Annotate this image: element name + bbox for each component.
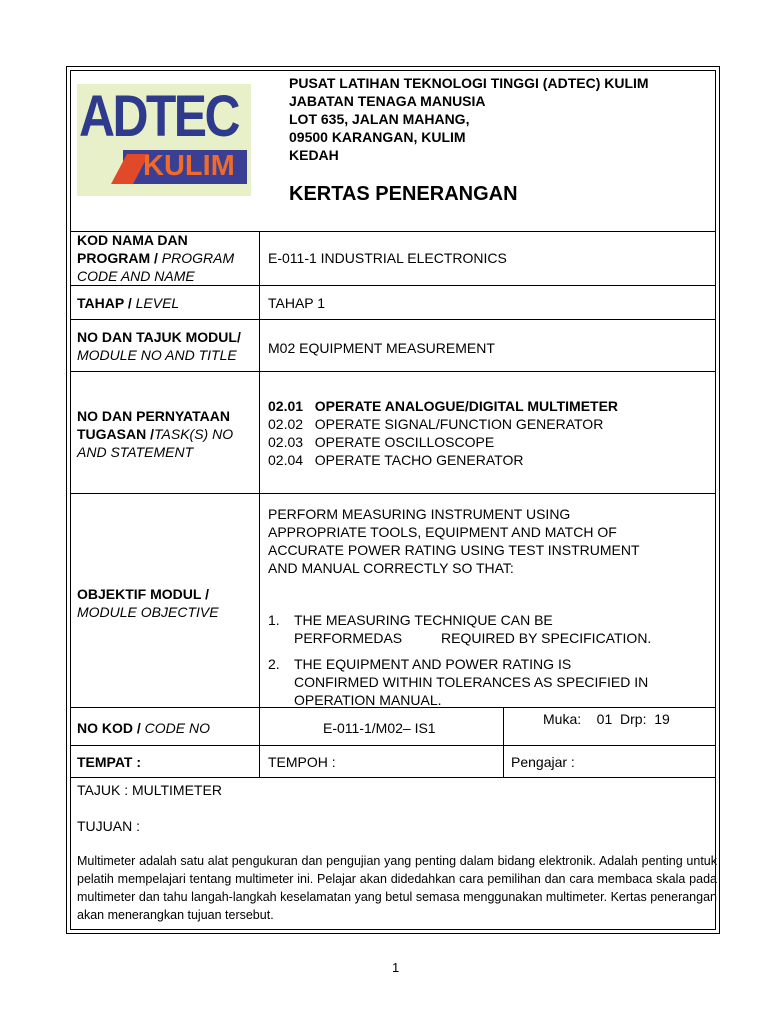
document-table bbox=[70, 70, 716, 930]
module-label: NO DAN TAJUK MODUL/ MODULE NO AND TITLE bbox=[77, 329, 241, 363]
row-divider bbox=[71, 745, 715, 746]
task-item: 02.03 OPERATE OSCILLOSCOPE bbox=[268, 434, 495, 450]
module-value: M02 EQUIPMENT MEASUREMENT bbox=[268, 340, 495, 356]
program-value: E-011-1 INDUSTRIAL ELECTRONICS bbox=[268, 250, 507, 266]
objective-item-1: 1. THE MEASURING TECHNIQUE CAN BE PERFORMEDAS REQUIRED BY SPECIFICATION. bbox=[268, 612, 652, 646]
topic: TAJUK : MULTIMETER bbox=[77, 782, 222, 798]
code-label: NO KOD / CODE NO bbox=[77, 720, 211, 736]
description-paragraph: Multimeter adalah satu alat pengukuran dan pengujian yang penting dalam bidang elektronik. Adalah penting untuk pelatih mempelajari tentang multimeter ini. Pelajar akan didedahkan cara pemilihan dan cara membaca skala pada multimeter dan tahu langah-langkah keselamatan yang betul semasa menggunakan multimeter. Kertas penerangan akan menerangkan tujuan tersebut. bbox=[77, 854, 717, 922]
row-divider bbox=[71, 319, 715, 320]
header-line: KEDAH bbox=[289, 147, 339, 163]
page-number: 1 bbox=[392, 960, 400, 975]
objective-label: OBJEKTIF MODUL / MODULE OBJECTIVE bbox=[77, 586, 219, 620]
program-label: KOD NAMA DAN PROGRAM / PROGRAM CODE AND NAME bbox=[77, 232, 235, 284]
header-line: LOT 635, JALAN MAHANG, bbox=[289, 111, 470, 127]
level-value: TAHAP 1 bbox=[268, 295, 326, 311]
header-line: 09500 KARANGAN, KULIM bbox=[289, 129, 466, 145]
objective-text: PERFORM MEASURING INSTRUMENT USING APPROPRIATE TOOLS, EQUIPMENT AND MATCH OF ACCURATE POWER RATING USING TEST INSTRUMENT AND MANUAL CORRECTLY SO THAT: bbox=[268, 506, 640, 576]
level-label: TAHAP / LEVEL bbox=[77, 295, 180, 311]
row-divider bbox=[71, 777, 715, 778]
code-value: E-011-1/M02– IS1 bbox=[323, 720, 436, 736]
row-divider bbox=[71, 285, 715, 286]
tasks-label: NO DAN PERNYATAAN TUGASAN /TASK(S) NO AND STATEMENT bbox=[77, 408, 234, 460]
header-line: JABATAN TENAGA MANUSIA bbox=[289, 93, 486, 109]
row-divider bbox=[71, 371, 715, 372]
task-item: 02.04 OPERATE TACHO GENERATOR bbox=[268, 452, 524, 468]
instructor-label: Pengajar : bbox=[511, 754, 575, 770]
header-line: PUSAT LATIHAN TEKNOLOGI TINGGI (ADTEC) KULIM bbox=[289, 75, 649, 91]
row-divider bbox=[71, 493, 715, 494]
objective-item-2: 2. THE EQUIPMENT AND POWER RATING IS CONFIRMED WITHIN TOLERANCES AS SPECIFIED IN OPERATION MANUAL. bbox=[268, 656, 649, 708]
purpose-heading: TUJUAN : bbox=[77, 818, 140, 834]
page-title: KERTAS PENERANGAN bbox=[289, 183, 518, 205]
institution-header bbox=[289, 74, 649, 164]
document-frame bbox=[66, 66, 720, 934]
column-divider bbox=[503, 707, 504, 777]
duration-label: TEMPOH : bbox=[268, 754, 336, 770]
task-list bbox=[268, 397, 618, 469]
adtec-kulim-logo bbox=[77, 84, 251, 196]
task-item: 02.02 OPERATE SIGNAL/FUNCTION GENERATOR bbox=[268, 416, 604, 432]
column-divider bbox=[259, 231, 260, 777]
task-item: 02.01 OPERATE ANALOGUE/DIGITAL MULTIMETER bbox=[268, 398, 619, 414]
logo-kulim-text: KULIM bbox=[143, 150, 235, 182]
logo-adtec-text: ADTEC bbox=[79, 84, 238, 149]
place-label: TEMPAT : bbox=[77, 754, 142, 770]
page-info: Muka: 01 Drp: 19 bbox=[543, 711, 670, 727]
